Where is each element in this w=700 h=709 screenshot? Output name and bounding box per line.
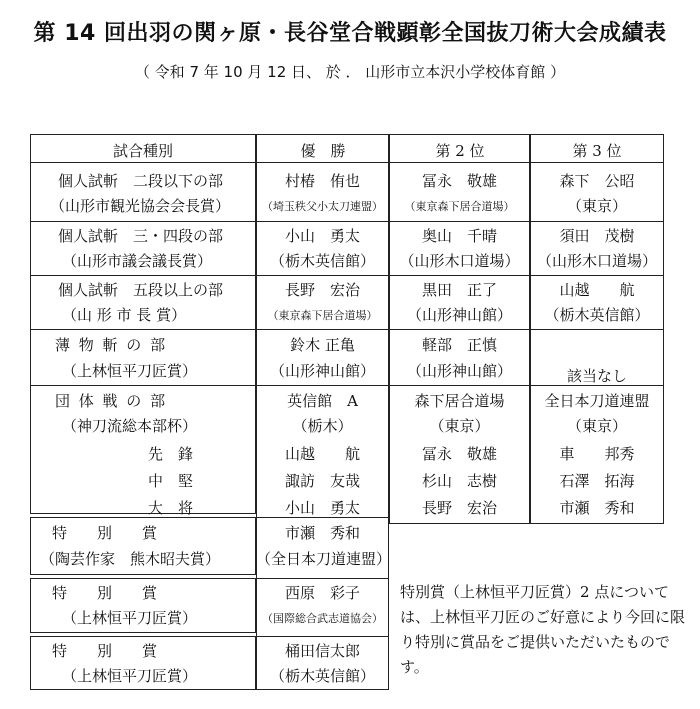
team-category-prize: （神刀流総本部杯） (62, 417, 198, 435)
header-second: 第 2 位 (435, 142, 485, 160)
row-separator (30, 221, 664, 222)
team-winner-name: 英信館 A (287, 392, 358, 410)
team-second-member: 杉山 志樹 (421, 472, 497, 490)
special-winner-name: 桶田信太郎 (284, 642, 360, 660)
winner-affiliation: （山形神山館） (269, 362, 375, 380)
category-name: 個人試斬 五段以上の部 (58, 281, 224, 299)
header-category: 試合種別 (112, 142, 173, 160)
team-winner-member: 諏訪 友哉 (284, 472, 360, 490)
second-affiliation: （山形木口道場） (399, 252, 520, 270)
team-third-member: 車 邦秀 (559, 445, 635, 463)
second-name: 軽部 正慎 (421, 336, 497, 354)
team-second-name: 森下居合道場 (414, 392, 505, 410)
category-name: 個人試斬 三・四段の部 (58, 227, 224, 245)
row-separator (30, 275, 664, 276)
row-separator (30, 329, 664, 330)
category-prize: （山形市議会議長賞） (62, 252, 213, 270)
category-prize: （山形市観光協会会長賞） (50, 197, 231, 215)
team-second-member: 長野 宏治 (421, 499, 497, 517)
special-label: 特 別 賞 (52, 584, 158, 602)
winner-column-box (256, 134, 392, 690)
page-title: 第 14 回出羽の関ヶ原・長谷堂合戦顕彰全国抜刀術大会成績表 (33, 21, 667, 46)
second-affiliation: （山形神山館） (406, 306, 512, 324)
category-prize: （山 形 市 長 賞） (62, 306, 187, 324)
row-separator (256, 578, 389, 579)
winner-affiliation: （栃木英信館） (269, 252, 375, 270)
winner-name: 鈴木 正亀 (290, 336, 355, 354)
header-third: 第 3 位 (572, 142, 622, 160)
special-winner-affiliation: （国際総合武志道協会） (262, 612, 383, 625)
winner-affiliation: （東京森下居合道場） (267, 309, 378, 322)
third-none: 該当なし (566, 367, 627, 385)
team-second-member: 冨永 敬雄 (421, 445, 497, 463)
special-prize: （上林恒平刀匠賞） (62, 609, 198, 627)
special-label: 特 別 賞 (52, 524, 158, 542)
third-affiliation: （東京） (566, 197, 627, 215)
team-position-center: 中 堅 (148, 472, 194, 490)
category-name: 個人試斬 二段以下の部 (58, 172, 224, 190)
page-subtitle: （ 令和 7 年 10 月 12 日、 於 ． 山形市立本沢小学校体育館 ） (134, 63, 566, 81)
special-winner-name: 市瀬 秀和 (284, 524, 360, 542)
team-third-member: 市瀬 秀和 (559, 499, 635, 517)
header-separator (30, 162, 664, 163)
third-name: 山越 航 (559, 281, 635, 299)
team-third-member: 石澤 拓海 (559, 472, 635, 490)
special-award-note: 特別賞（上林恒平刀匠賞）2 点については、上林恒平刀匠のご好意により今回に限り特別に賞品をご提供いただいたものです。 (400, 583, 686, 676)
special-prize: （上林恒平刀匠賞） (62, 667, 198, 685)
third-name: 須田 茂樹 (559, 227, 635, 245)
team-second-region: （東京） (429, 417, 490, 435)
category-name: 薄 物 斬 の 部 (55, 336, 168, 354)
second-name: 冨永 敬雄 (421, 172, 497, 190)
second-name: 黒田 正了 (421, 281, 497, 299)
third-affiliation: （山形木口道場） (536, 252, 657, 270)
special-winner-affiliation: （栃木英信館） (269, 667, 375, 685)
special-label: 特 別 賞 (52, 642, 158, 660)
third-name: 森下 公昭 (559, 172, 635, 190)
category-prize: （上林恒平刀匠賞） (62, 362, 198, 380)
winner-name: 長野 宏治 (284, 281, 360, 299)
winner-affiliation: （埼玉秩父小太刀連盟） (262, 200, 383, 213)
team-third-region: （東京） (566, 417, 627, 435)
team-winner-member: 山越 航 (284, 445, 360, 463)
third-affiliation: （栃木英信館） (544, 306, 650, 324)
team-position-captain: 大 将 (148, 499, 194, 517)
row-separator (256, 636, 389, 637)
second-affiliation: （山形神山館） (406, 362, 512, 380)
second-affiliation: （東京森下居合道場） (404, 200, 515, 213)
team-position-vanguard: 先 鋒 (148, 445, 194, 463)
winner-name: 小山 勇太 (284, 227, 360, 245)
special-winner-name: 西原 彩子 (284, 584, 360, 602)
team-winner-region: （栃木） (292, 417, 353, 435)
second-name: 奥山 千晴 (421, 227, 497, 245)
team-third-name: 全日本刀道連盟 (544, 392, 650, 410)
special-winner-affiliation: （全日本刀道連盟） (256, 550, 392, 568)
team-category-name: 団 体 戦 の 部 (55, 392, 168, 410)
special-prize: （陶芸作家 熊木昭夫賞） (40, 550, 221, 568)
team-winner-member: 小山 勇太 (284, 499, 360, 517)
header-winner: 優 勝 (300, 142, 346, 160)
winner-name: 村椿 侑也 (284, 172, 360, 190)
